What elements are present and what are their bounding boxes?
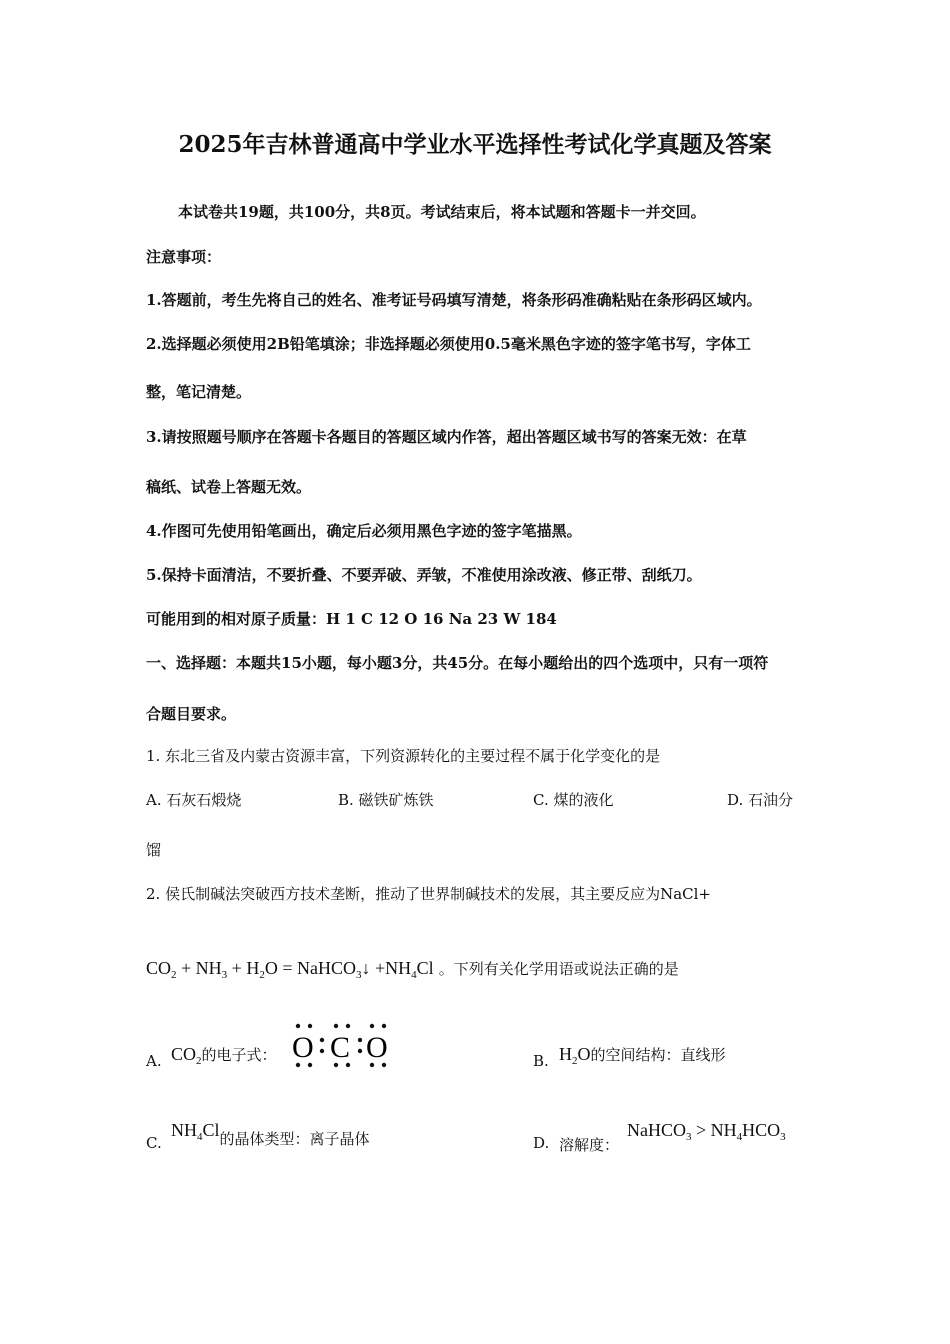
co2-lewis-structure bbox=[290, 1020, 390, 1072]
q2-option-c-text: 的晶体类型：离子晶体 bbox=[219, 1130, 370, 1148]
nh4cl-formula: $NH_4Cl$ bbox=[171, 1120, 220, 1143]
notice-2-cont: 整，笔记清楚。 bbox=[146, 383, 252, 401]
section-1-heading-cont: 合题目要求。 bbox=[146, 705, 237, 723]
q2-stem: 2. 侯氏制碱法突破西方技术垄断，推动了世界制碱技术的发展，其主要反应为NaCl+ bbox=[146, 885, 711, 903]
notice-2: 2.选择题必须使用2B铅笔填涂；非选择题必须使用0.5毫米黑色字迹的签字笔书写，字体工 bbox=[146, 335, 751, 353]
section-1-heading: 一、选择题：本题共15小题，每小题3分，共45分。在每小题给出的四个选项中，只有一项符 bbox=[146, 654, 769, 672]
q1-option-b: B. 磁铁矿炼铁 bbox=[338, 791, 434, 809]
svg-text:O: O bbox=[292, 1031, 314, 1064]
notice-1: 1.答题前，考生先将自己的姓名、准考证号码填写清楚，将条形码准确粘贴在条形码区域内。 bbox=[146, 291, 762, 309]
h2o-formula: $H_2O$ bbox=[559, 1044, 591, 1067]
q1-option-a: A. 石灰石煅烧 bbox=[146, 791, 242, 809]
q2-option-a-text: 的电子式： bbox=[201, 1046, 277, 1064]
notice-4: 4.作图可先使用铅笔画出，确定后必须用黑色字迹的签字笔描黑。 bbox=[146, 522, 582, 540]
q2-option-a-label: A. bbox=[146, 1052, 162, 1070]
q2-equation bbox=[146, 958, 679, 981]
svg-text:C: C bbox=[330, 1031, 351, 1064]
q2-stem-suffix: 。下列有关化学用语或说法正确的是 bbox=[438, 960, 679, 978]
notice-3: 3.请按照题号顺序在答题卡各题目的答题区域内作答，超出答题区域书写的答案无效：在草 bbox=[146, 428, 747, 446]
co2-formula: $CO_2$ bbox=[171, 1044, 202, 1067]
q2-option-b-label: B. bbox=[533, 1052, 549, 1070]
page-title: 2025年吉林普通高中学业水平选择性考试化学真题及答案 bbox=[178, 131, 772, 158]
q2-option-d-text: 溶解度： bbox=[559, 1136, 620, 1154]
q1-option-d-cont: 馏 bbox=[146, 841, 162, 859]
notice-3-cont: 稿纸、试卷上答题无效。 bbox=[146, 478, 312, 496]
atomic-masses: 可能用到的相对原子质量：H 1 C 12 O 16 Na 23 W 184 bbox=[146, 610, 557, 628]
solubility-comparison: NaHCO$_3$ > $NH_4HCO_3$ bbox=[627, 1120, 786, 1143]
notice-5: 5.保持卡面清洁，不要折叠、不要弄破、弄皱，不准使用涂改液、修正带、刮纸刀。 bbox=[146, 566, 702, 584]
notice-heading: 注意事项： bbox=[146, 248, 222, 266]
q2-option-c bbox=[171, 1120, 370, 1148]
svg-text:O: O bbox=[366, 1031, 388, 1064]
q1-option-c: C. 煤的液化 bbox=[533, 791, 614, 809]
q1-stem: 1. 东北三省及内蒙古资源丰富，下列资源转化的主要过程不属于化学变化的是 bbox=[146, 747, 661, 765]
q2-option-d-formula bbox=[627, 1120, 786, 1143]
q2-option-b-text: 的空间结构：直线形 bbox=[590, 1046, 726, 1064]
q1-option-d: D. 石油分 bbox=[727, 791, 794, 809]
q2-option-b bbox=[559, 1044, 726, 1067]
q2-option-d-label: D. bbox=[533, 1134, 550, 1152]
reaction-equation: $CO_2 + NH_3 + H_2O$ = NaHCO$_3$↓ $+NH_4Cl$ bbox=[146, 958, 434, 981]
q2-option-a bbox=[171, 1044, 277, 1067]
q2-option-c-label: C. bbox=[146, 1134, 162, 1152]
exam-intro: 本试卷共19题，共100分，共8页。考试结束后，将本试题和答题卡一并交回。 bbox=[178, 203, 706, 221]
